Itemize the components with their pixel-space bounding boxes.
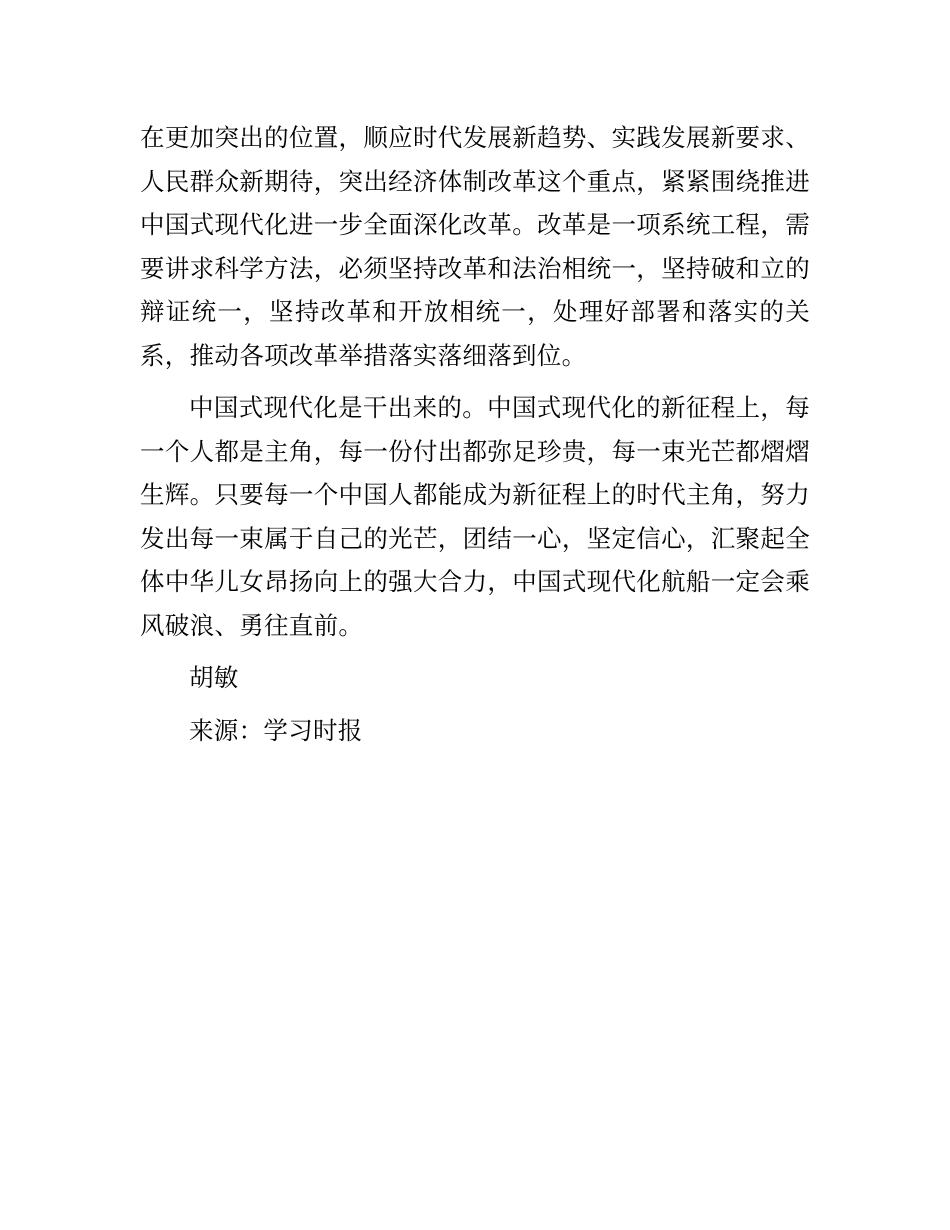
- paragraph-2-line-3: 生辉。只要每一个中国人都能成为新征程上的时代主角，努力: [140, 480, 810, 509]
- paragraph-2-line-2: 一个人都是主角，每一份付出都弥足珍贵，每一束光芒都熠熠: [140, 436, 810, 466]
- paragraph-2-line-1: 中国式现代化是干出来的。中国式现代化的新征程上，每: [189, 393, 810, 422]
- paragraph-1-line-6: 系，推动各项改革举措落实落细落到位。: [140, 340, 587, 370]
- paragraph-2-line-6: 风破浪、勇往直前。: [140, 610, 364, 640]
- paragraph-1-line-2: 人民群众新期待，突出经济体制改革这个重点，紧紧围绕推进: [140, 166, 810, 196]
- article-body: [140, 116, 810, 761]
- paragraph-2: [140, 386, 810, 647]
- paragraph-2-line-5: 体中华儿女昂扬向上的强大合力，中国式现代化航船一定会乘: [140, 567, 810, 596]
- paragraph-1-line-3: 中国式现代化进一步全面深化改革。改革是一项系统工程，需: [140, 210, 810, 239]
- paragraph-1-line-4: 要讲求科学方法，必须坚持改革和法治相统一，坚持破和立的: [140, 253, 810, 283]
- author-name: 胡敏: [189, 663, 239, 692]
- paragraph-1-line-1: 在更加突出的位置，顺应时代发展新趋势、实践发展新要求、: [140, 123, 810, 152]
- source-line: 来源：学习时报: [189, 715, 363, 745]
- paragraph-2-line-4: 发出每一束属于自己的光芒，团结一心，坚定信心，汇聚起全: [140, 523, 810, 553]
- paragraph-1: [140, 116, 810, 377]
- paragraph-1-line-5: 辩证统一，坚持改革和开放相统一，处理好部署和落实的关: [140, 297, 810, 326]
